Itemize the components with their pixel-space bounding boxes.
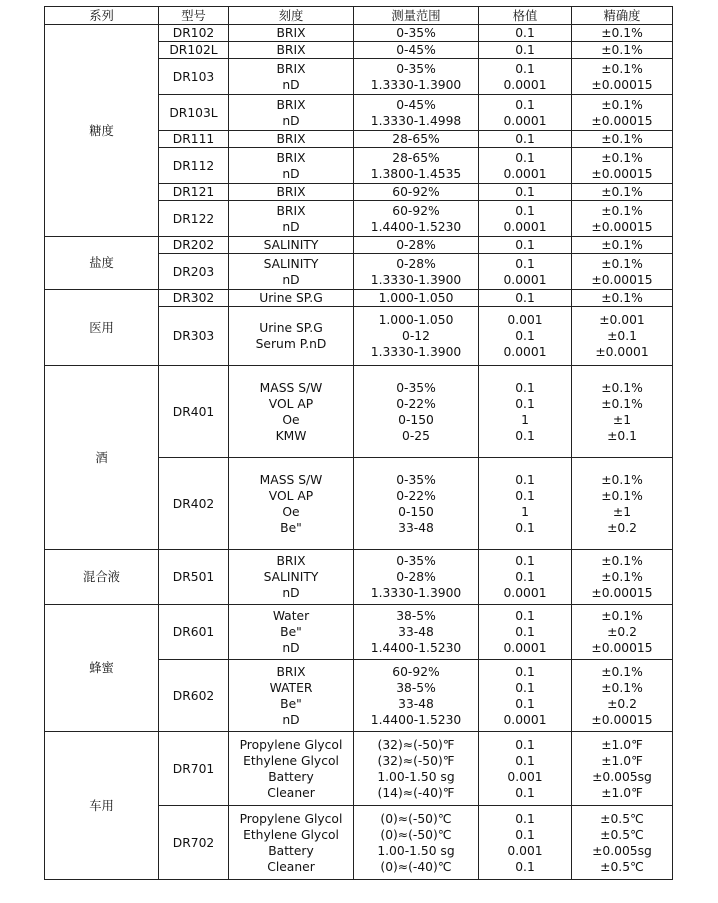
- resolution-cell: [479, 25, 572, 42]
- model-cell: DR303: [159, 307, 229, 366]
- scale-cell: [229, 59, 354, 95]
- resolution-cell: [479, 732, 572, 806]
- range-line: 1.4400-1.5230: [370, 712, 462, 727]
- range-line: 0-28%: [396, 256, 436, 271]
- accuracy-cell: [572, 59, 673, 95]
- scale-line: Be": [280, 520, 302, 535]
- resolution-line: 0.1: [515, 488, 535, 503]
- range-line: 0-35%: [396, 472, 436, 487]
- accuracy-line: ±0.00015: [591, 113, 653, 128]
- model-cell: DR402: [159, 458, 229, 550]
- range-cell: [354, 366, 479, 458]
- scale-line: BRIX: [276, 203, 306, 218]
- scale-cell: [229, 148, 354, 184]
- scale-line: SALINITY: [263, 256, 319, 271]
- resolution-line: 0.0001: [503, 219, 547, 234]
- resolution-line: 0.1: [515, 132, 535, 146]
- scale-line: SALINITY: [263, 238, 319, 252]
- accuracy-line: ±0.1: [607, 329, 637, 343]
- range-line: 38-5%: [396, 609, 436, 623]
- range-line: 1.3330-1.4998: [370, 113, 462, 128]
- range-line: (0)≈(-50)℃: [380, 827, 452, 842]
- range-line: 60-92%: [392, 664, 440, 679]
- accuracy-cell: [572, 148, 673, 184]
- scale-line: BRIX: [276, 664, 306, 679]
- accuracy-line: ±0.1%: [601, 203, 643, 218]
- range-cell: [354, 42, 479, 59]
- scale-line: Serum P.nD: [255, 337, 327, 351]
- header-series: 系列: [45, 7, 159, 25]
- accuracy-cell: [572, 605, 673, 660]
- resolution-cell: [479, 201, 572, 237]
- accuracy-line: ±1: [612, 412, 632, 427]
- accuracy-line: ±0.5℃: [600, 859, 644, 874]
- resolution-line: 0.0001: [503, 166, 547, 181]
- scale-line: KMW: [275, 428, 307, 443]
- range-line: 1.000-1.050: [378, 291, 454, 305]
- range-cell: [354, 59, 479, 95]
- scale-line: Oe: [282, 504, 300, 519]
- scale-line: Ethylene Glycol: [243, 753, 339, 768]
- scale-line: BRIX: [276, 26, 306, 40]
- scale-cell: [229, 184, 354, 201]
- model-cell: DR102: [159, 25, 229, 42]
- resolution-line: 0.1: [515, 256, 535, 271]
- model-cell: DR601: [159, 605, 229, 660]
- accuracy-cell: [572, 42, 673, 59]
- scale-cell: [229, 131, 354, 148]
- resolution-line: 0.1: [515, 97, 535, 112]
- resolution-line: 0.1: [515, 43, 535, 57]
- accuracy-line: ±0.00015: [591, 219, 653, 234]
- resolution-line: 0.1: [515, 472, 535, 487]
- table-row: [45, 237, 673, 254]
- accuracy-line: ±0.1%: [601, 61, 643, 76]
- series-cell: 盐度: [45, 237, 159, 290]
- accuracy-line: ±0.0001: [595, 345, 649, 359]
- scale-line: nD: [282, 113, 300, 128]
- range-cell: [354, 660, 479, 732]
- scale-cell: [229, 307, 354, 366]
- scale-line: Be": [280, 696, 302, 711]
- accuracy-cell: [572, 290, 673, 307]
- range-line: (14)≈(-40)℉: [377, 785, 455, 800]
- resolution-cell: [479, 184, 572, 201]
- resolution-cell: [479, 131, 572, 148]
- header-model: 型号: [159, 7, 229, 25]
- accuracy-cell: [572, 458, 673, 550]
- scale-line: Ethylene Glycol: [243, 827, 339, 842]
- resolution-cell: [479, 307, 572, 366]
- header-accuracy: 精确度: [572, 7, 673, 25]
- accuracy-line: ±0.2: [607, 520, 637, 535]
- scale-line: nD: [282, 77, 300, 92]
- range-cell: [354, 25, 479, 42]
- range-line: 0-28%: [396, 570, 436, 584]
- scale-cell: [229, 732, 354, 806]
- range-line: 1.3330-1.3900: [370, 77, 462, 92]
- model-cell: DR203: [159, 254, 229, 290]
- spec-table: [44, 6, 673, 880]
- accuracy-line: ±0.1%: [601, 185, 643, 199]
- accuracy-line: ±0.1%: [601, 97, 643, 112]
- range-line: 1.00-1.50 sg: [377, 769, 455, 784]
- resolution-line: 0.0001: [503, 113, 547, 128]
- range-cell: [354, 95, 479, 131]
- scale-cell: [229, 95, 354, 131]
- accuracy-line: ±0.5℃: [600, 811, 644, 826]
- range-line: 28-65%: [392, 132, 440, 146]
- resolution-line: 0.1: [515, 625, 535, 639]
- accuracy-cell: [572, 307, 673, 366]
- resolution-line: 0.1: [515, 61, 535, 76]
- range-line: 28-65%: [392, 150, 440, 165]
- range-line: 0-150: [398, 504, 434, 519]
- resolution-line: 0.1: [515, 753, 535, 768]
- scale-line: Urine SP.G: [259, 321, 323, 335]
- scale-cell: [229, 806, 354, 880]
- accuracy-cell: [572, 806, 673, 880]
- scale-line: Propylene Glycol: [239, 737, 343, 752]
- model-cell: DR111: [159, 131, 229, 148]
- model-cell: DR202: [159, 237, 229, 254]
- accuracy-line: ±1.0℉: [601, 737, 643, 752]
- resolution-line: 0.1: [515, 664, 535, 679]
- accuracy-line: ±0.00015: [591, 712, 653, 727]
- model-cell: DR121: [159, 184, 229, 201]
- range-cell: [354, 254, 479, 290]
- scale-cell: [229, 366, 354, 458]
- accuracy-line: ±0.00015: [591, 641, 653, 655]
- range-line: (0)≈(-40)℃: [380, 859, 452, 874]
- range-line: 1.4400-1.5230: [370, 641, 462, 655]
- resolution-line: 0.1: [515, 570, 535, 584]
- range-line: 33-48: [398, 520, 434, 535]
- scale-line: Urine SP.G: [259, 291, 323, 305]
- range-cell: [354, 550, 479, 605]
- accuracy-line: ±0.005sg: [592, 769, 652, 784]
- scale-line: Water: [272, 609, 310, 623]
- scale-cell: [229, 42, 354, 59]
- resolution-line: 0.1: [515, 150, 535, 165]
- accuracy-line: ±0.1%: [601, 664, 643, 679]
- scale-line: nD: [282, 272, 300, 287]
- scale-line: Cleaner: [267, 785, 315, 800]
- accuracy-line: ±0.1%: [601, 472, 643, 487]
- scale-line: BRIX: [276, 150, 306, 165]
- header-resolution: 格值: [479, 7, 572, 25]
- scale-cell: [229, 237, 354, 254]
- accuracy-line: ±1.0℉: [601, 753, 643, 768]
- resolution-line: 0.1: [515, 609, 535, 623]
- range-line: 33-48: [398, 696, 434, 711]
- resolution-line: 0.0001: [503, 641, 547, 655]
- resolution-line: 0.1: [515, 737, 535, 752]
- accuracy-line: ±0.1%: [601, 150, 643, 165]
- accuracy-cell: [572, 95, 673, 131]
- accuracy-line: ±0.1%: [601, 680, 643, 695]
- resolution-cell: [479, 237, 572, 254]
- table-row: [45, 732, 673, 806]
- range-line: (0)≈(-50)℃: [380, 811, 452, 826]
- accuracy-line: ±0.5℃: [600, 827, 644, 842]
- resolution-line: 0.1: [515, 203, 535, 218]
- accuracy-line: ±0.2: [607, 696, 637, 711]
- model-cell: DR302: [159, 290, 229, 307]
- resolution-line: 0.0001: [503, 712, 547, 727]
- resolution-cell: [479, 550, 572, 605]
- resolution-line: 0.1: [515, 827, 535, 842]
- accuracy-line: ±0.1%: [601, 554, 643, 568]
- model-cell: DR501: [159, 550, 229, 605]
- accuracy-cell: [572, 184, 673, 201]
- resolution-line: 1: [521, 412, 529, 427]
- series-cell: 医用: [45, 290, 159, 366]
- scale-line: Propylene Glycol: [239, 811, 343, 826]
- range-line: 60-92%: [392, 203, 440, 218]
- scale-cell: [229, 254, 354, 290]
- scale-line: Cleaner: [267, 859, 315, 874]
- scale-line: VOL AP: [268, 396, 314, 411]
- header-range: 测量范围: [354, 7, 479, 25]
- range-line: 1.000-1.050: [378, 313, 454, 327]
- scale-line: Battery: [268, 843, 314, 858]
- model-cell: DR112: [159, 148, 229, 184]
- scale-line: VOL AP: [268, 488, 314, 503]
- accuracy-line: ±1: [612, 504, 632, 519]
- scale-cell: [229, 25, 354, 42]
- series-cell: 蜂蜜: [45, 605, 159, 732]
- scale-line: BRIX: [276, 97, 306, 112]
- accuracy-line: ±0.1%: [601, 380, 643, 395]
- resolution-line: 0.1: [515, 380, 535, 395]
- resolution-cell: [479, 458, 572, 550]
- range-line: (32)≈(-50)℉: [377, 737, 455, 752]
- range-line: 0-45%: [396, 97, 436, 112]
- accuracy-line: ±0.1%: [601, 238, 643, 252]
- accuracy-line: ±0.1%: [601, 609, 643, 623]
- resolution-line: 0.1: [515, 520, 535, 535]
- accuracy-line: ±0.1%: [601, 291, 643, 305]
- range-line: 1.3330-1.3900: [370, 345, 462, 359]
- scale-line: nD: [282, 641, 300, 655]
- resolution-line: 0.1: [515, 811, 535, 826]
- range-cell: [354, 148, 479, 184]
- range-line: 0-35%: [396, 380, 436, 395]
- scale-line: BRIX: [276, 43, 306, 57]
- range-line: 0-35%: [396, 61, 436, 76]
- table-row: [45, 550, 673, 605]
- resolution-cell: [479, 42, 572, 59]
- resolution-cell: [479, 290, 572, 307]
- header-row: [45, 7, 673, 25]
- range-line: 38-5%: [396, 680, 436, 695]
- scale-cell: [229, 458, 354, 550]
- scale-line: nD: [282, 219, 300, 234]
- model-cell: DR702: [159, 806, 229, 880]
- accuracy-cell: [572, 550, 673, 605]
- scale-line: MASS S/W: [259, 380, 323, 395]
- resolution-cell: [479, 148, 572, 184]
- series-cell: 车用: [45, 732, 159, 880]
- model-cell: DR701: [159, 732, 229, 806]
- resolution-cell: [479, 806, 572, 880]
- range-line: 33-48: [398, 625, 434, 639]
- resolution-line: 0.0001: [503, 586, 547, 600]
- resolution-line: 1: [521, 504, 529, 519]
- table-row: [45, 25, 673, 42]
- range-line: 0-12: [402, 329, 430, 343]
- range-line: 60-92%: [392, 185, 440, 199]
- scale-line: nD: [282, 586, 300, 600]
- accuracy-line: ±0.1%: [601, 132, 643, 146]
- scale-line: BRIX: [276, 554, 306, 568]
- accuracy-line: ±0.1%: [601, 256, 643, 271]
- resolution-line: 0.1: [515, 329, 535, 343]
- scale-cell: [229, 660, 354, 732]
- accuracy-line: ±0.1%: [601, 43, 643, 57]
- accuracy-line: ±0.00015: [591, 586, 653, 600]
- resolution-line: 0.1: [515, 428, 535, 443]
- series-cell: 糖度: [45, 25, 159, 237]
- resolution-cell: [479, 660, 572, 732]
- resolution-cell: [479, 95, 572, 131]
- accuracy-cell: [572, 732, 673, 806]
- resolution-line: 0.1: [515, 185, 535, 199]
- accuracy-line: ±0.005sg: [592, 843, 652, 858]
- scale-cell: [229, 290, 354, 307]
- range-line: 0-45%: [396, 43, 436, 57]
- resolution-line: 0.0001: [503, 77, 547, 92]
- resolution-cell: [479, 366, 572, 458]
- range-line: 0-35%: [396, 554, 436, 568]
- resolution-line: 0.1: [515, 785, 535, 800]
- accuracy-line: ±0.00015: [591, 272, 653, 287]
- range-cell: [354, 184, 479, 201]
- accuracy-cell: [572, 366, 673, 458]
- resolution-line: 0.1: [515, 291, 535, 305]
- range-cell: [354, 237, 479, 254]
- resolution-line: 0.1: [515, 26, 535, 40]
- range-cell: [354, 458, 479, 550]
- range-line: 0-25: [402, 428, 430, 443]
- resolution-line: 0.1: [515, 680, 535, 695]
- accuracy-line: ±0.1%: [601, 570, 643, 584]
- accuracy-line: ±0.1: [607, 428, 637, 443]
- scale-line: BRIX: [276, 61, 306, 76]
- resolution-line: 0.1: [515, 554, 535, 568]
- accuracy-cell: [572, 201, 673, 237]
- model-cell: DR102L: [159, 42, 229, 59]
- range-line: 0-22%: [396, 396, 436, 411]
- accuracy-line: ±0.00015: [591, 77, 653, 92]
- range-cell: [354, 732, 479, 806]
- scale-line: WATER: [269, 680, 313, 695]
- range-line: 1.3330-1.3900: [370, 272, 462, 287]
- range-cell: [354, 806, 479, 880]
- resolution-cell: [479, 254, 572, 290]
- model-cell: DR602: [159, 660, 229, 732]
- accuracy-line: ±0.1%: [601, 396, 643, 411]
- scale-line: SALINITY: [263, 570, 319, 584]
- scale-cell: [229, 605, 354, 660]
- range-cell: [354, 201, 479, 237]
- scale-line: nD: [282, 166, 300, 181]
- resolution-line: 0.001: [507, 769, 543, 784]
- accuracy-line: ±1.0℉: [601, 785, 643, 800]
- range-cell: [354, 290, 479, 307]
- range-line: 1.3330-1.3900: [370, 586, 462, 600]
- range-cell: [354, 307, 479, 366]
- range-line: (32)≈(-50)℉: [377, 753, 455, 768]
- resolution-line: 0.1: [515, 238, 535, 252]
- resolution-line: 0.0001: [503, 345, 547, 359]
- resolution-cell: [479, 605, 572, 660]
- series-cell: 酒: [45, 366, 159, 550]
- model-cell: DR103: [159, 59, 229, 95]
- scale-cell: [229, 201, 354, 237]
- model-cell: DR103L: [159, 95, 229, 131]
- header-scale: 刻度: [229, 7, 354, 25]
- accuracy-line: ±0.00015: [591, 166, 653, 181]
- scale-line: Battery: [268, 769, 314, 784]
- accuracy-line: ±0.001: [599, 313, 645, 327]
- scale-cell: [229, 550, 354, 605]
- resolution-line: 0.1: [515, 859, 535, 874]
- model-cell: DR401: [159, 366, 229, 458]
- scale-line: Be": [280, 625, 302, 639]
- spec-body: [45, 25, 673, 880]
- range-line: 0-22%: [396, 488, 436, 503]
- range-line: 1.3800-1.4535: [370, 166, 462, 181]
- range-cell: [354, 131, 479, 148]
- accuracy-line: ±0.2: [607, 625, 637, 639]
- range-line: 0-28%: [396, 238, 436, 252]
- table-row: [45, 605, 673, 660]
- resolution-line: 0.1: [515, 396, 535, 411]
- resolution-line: 0.1: [515, 696, 535, 711]
- resolution-line: 0.001: [507, 843, 543, 858]
- accuracy-line: ±0.1%: [601, 488, 643, 503]
- scale-line: MASS S/W: [259, 472, 323, 487]
- range-line: 1.00-1.50 sg: [377, 843, 455, 858]
- scale-line: BRIX: [276, 185, 306, 199]
- accuracy-cell: [572, 660, 673, 732]
- accuracy-cell: [572, 254, 673, 290]
- scale-line: Oe: [282, 412, 300, 427]
- resolution-cell: [479, 59, 572, 95]
- scale-line: BRIX: [276, 132, 306, 146]
- table-row: [45, 290, 673, 307]
- range-line: 0-150: [398, 412, 434, 427]
- range-line: 1.4400-1.5230: [370, 219, 462, 234]
- table-row: [45, 366, 673, 458]
- accuracy-cell: [572, 25, 673, 42]
- resolution-line: 0.0001: [503, 272, 547, 287]
- scale-line: nD: [282, 712, 300, 727]
- accuracy-cell: [572, 237, 673, 254]
- accuracy-line: ±0.1%: [601, 26, 643, 40]
- accuracy-cell: [572, 131, 673, 148]
- resolution-line: 0.001: [507, 313, 543, 327]
- range-line: 0-35%: [396, 26, 436, 40]
- model-cell: DR122: [159, 201, 229, 237]
- series-cell: 混合液: [45, 550, 159, 605]
- range-cell: [354, 605, 479, 660]
